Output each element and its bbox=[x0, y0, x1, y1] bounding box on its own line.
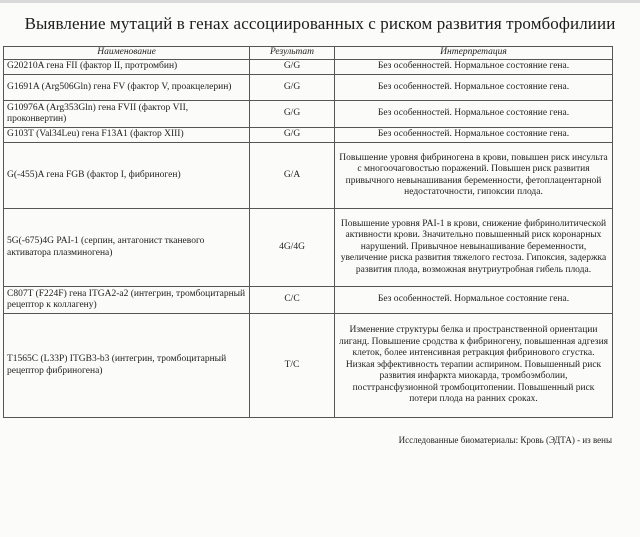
page-title: Выявление мутаций в генах ассоциированных с риском развития тромбофилиии bbox=[24, 14, 616, 33]
header-result: Результат bbox=[250, 47, 335, 60]
table-row bbox=[4, 209, 613, 287]
row-name: T1565C (L33P) ITGB3-b3 (интегрин, тромбоцитарный рецептор фибриногена) bbox=[4, 314, 250, 418]
row-result: G/G bbox=[250, 60, 335, 75]
table-row bbox=[4, 60, 613, 75]
row-name: G103T (Val34Leu) гена F13A1 (фактор XIII) bbox=[4, 128, 250, 143]
row-result: G/G bbox=[250, 75, 335, 101]
row-interpretation: Без особенностей. Нормальное состояние гена. bbox=[335, 75, 613, 101]
row-interpretation: Без особенностей. Нормальное состояние гена. bbox=[335, 287, 613, 314]
table-row bbox=[4, 75, 613, 101]
row-result: G/G bbox=[250, 101, 335, 128]
row-name: G10976A (Arg353Gln) гена FVII (фактор VII, проконвертин) bbox=[4, 101, 250, 128]
row-name: C807T (F224F) гена ITGA2-a2 (интегрин, тромбоцитарный рецептор к коллагену) bbox=[4, 287, 250, 314]
row-interpretation: Без особенностей. Нормальное состояние гена. bbox=[335, 101, 613, 128]
table-row bbox=[4, 101, 613, 128]
row-interpretation: Повышение уровня фибриногена в крови, повышен риск инсульта с многоочаговостью поражений. Повышен риск развития привычного невынашивания беременности, фетоплацентарной недостаточности, гипоксии плода. bbox=[335, 143, 613, 209]
row-name: G(-455)A гена FGB (фактор I, фибриноген) bbox=[4, 143, 250, 209]
row-result: T/C bbox=[250, 314, 335, 418]
header-name: Наименование bbox=[4, 47, 250, 60]
table-row bbox=[4, 143, 613, 209]
biomaterial-note: Исследованные биоматериалы: Кровь (ЭДТА) - из вены bbox=[398, 435, 612, 445]
table-row bbox=[4, 314, 613, 418]
page-top-edge bbox=[0, 0, 640, 3]
row-result: C/C bbox=[250, 287, 335, 314]
row-name: 5G(-675)4G PAI-1 (серпин, антагонист тканевого активатора плазминогена) bbox=[4, 209, 250, 287]
results-table bbox=[3, 46, 613, 418]
table-header-row bbox=[4, 47, 613, 60]
row-name: G20210A гена FII (фактор II, протромбин) bbox=[4, 60, 250, 75]
row-result: G/G bbox=[250, 128, 335, 143]
row-interpretation: Без особенностей. Нормальное состояние гена. bbox=[335, 128, 613, 143]
row-interpretation: Повышение уровня PAI-1 в крови, снижение фибринолитической активности крови. Значительно повышенный риск коронарных нарушений. Привычное невынашивание беременности, увеличение риска развития тяжелого гестоза. Гипоксия, задержка развития плода, возможная внутриутробная гибель плода. bbox=[335, 209, 613, 287]
row-interpretation: Без особенностей. Нормальное состояние гена. bbox=[335, 60, 613, 75]
table-row bbox=[4, 287, 613, 314]
table-row bbox=[4, 128, 613, 143]
row-result: G/A bbox=[250, 143, 335, 209]
header-interpretation: Интерпретация bbox=[335, 47, 613, 60]
row-name: G1691A (Arg506Gln) гена FV (фактор V, проакцелерин) bbox=[4, 75, 250, 101]
row-result: 4G/4G bbox=[250, 209, 335, 287]
row-interpretation: Изменение структуры белка и пространственной ориентации лиганд. Повышение сродства к фибриногену, повышенная адгезия клеток, более интенсивная ретракция фибринового сгустка. Низкая эффективность терапии аспирином. Повышенный риск развития инфаркта миокарда, тромбоэмболии, посттрансфузионной тромбоцитопении. Повышенный риск потери плода на ранних сроках. bbox=[335, 314, 613, 418]
